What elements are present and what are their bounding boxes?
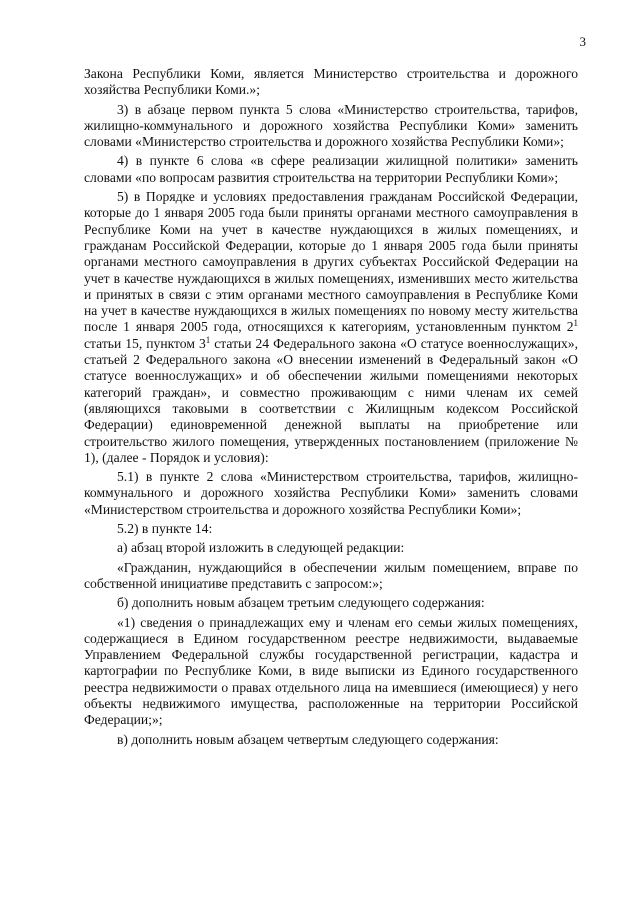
- paragraph-continuation: Закона Республики Коми, является Министерство строительства и дорожного хозяйства Республики Коми.»;: [84, 66, 578, 98]
- paragraph-item-5: 5) в Порядке и условиях предоставления гражданам Российской Федерации, которые до 1 января 2005 года были приняты органами местного самоуправления в Республике Коми на учет в качестве нуждающихся в жилых помещениях, и гражданам Российской Федерации, которые до 1 января 2005 года были приняты органами местного самоуправления в других субъектах Российской Федерации на учет в качестве нуждающихся в жилых помещениях, изменивших место жительства и принятых в связи с этим органами местного самоуправления в Республике Коми на учет в качестве нуждающихся в жилых помещениях по новому месту жительства после 1 января 2005 года, относящихся к категориям, установленным пунктом $2^1$ статьи 15, пунктом $3^1$ статьи 24 Федерального закона «О статусе военнослужащих», статьей 2 Федерального закона «О внесении изменений в Федеральный закон «О статусе военнослужащих» и об обеспечении жилыми помещениями некоторых категорий граждан», и совместно проживающим с ними членам их семей (являющихся таковыми в соответствии с Жилищным кодексом Российской Федерации) единовременной денежной выплаты на приобретение или строительство жилого помещения, утвержденных постановлением (приложение № 1), (далее - Порядок и условия):: [84, 189, 579, 465]
- paragraph-quote-1: «Гражданин, нуждающийся в обеспечении жилым помещением, вправе по собственной инициативе представить с запросом:»;: [84, 559, 578, 591]
- paragraph-quote-2: «1) сведения о принадлежащих ему и членам его семьи жилых помещениях, содержащиеся в Едином государственном реестре недвижимости, выдаваемые Управлением Федеральной службы государственной регистрации, кадастра и картографии по Республике Коми, в виде выписки из Единого государственного реестра недвижимости о правах отдельного лица на имевшиеся (имеющиеся) у него объекты недвижимого имущества, расположенные на территории Российской Федерации;»;: [84, 614, 578, 728]
- paragraph-item-5-2: 5.2) в пункте 14:: [117, 521, 213, 537]
- paragraph-item-5-1: 5.1) в пункте 2 слова «Министерством строительства, тарифов, жилищно-коммунального и дорожного хозяйства Республики Коми» заменить словами «Министерством строительства и дорожного хозяйства Республики Коми»;: [84, 469, 578, 517]
- paragraph-item-3: 3) в абзаце первом пункта 5 слова «Министерство строительства, тарифов, жилищно-коммунального и дорожного хозяйства Республики Коми» заменить словами «Министерство строительства и дорожного хозяйства Республики Коми»;: [84, 101, 578, 150]
- document-body: [84, 66, 578, 748]
- paragraph-item-v: в) дополнить новым абзацем четвертым следующего содержания:: [117, 731, 499, 747]
- paragraph-item-4: 4) в пункте 6 слова «в сфере реализации жилищной политики» заменить словами «по вопросам развития строительства на территории Республики Коми»;: [84, 153, 578, 185]
- page-number: 3: [579, 34, 586, 49]
- paragraph-item-a: а) абзац второй изложить в следующей редакции:: [117, 540, 405, 556]
- paragraph-item-b: б) дополнить новым абзацем третьим следующего содержания:: [117, 595, 485, 611]
